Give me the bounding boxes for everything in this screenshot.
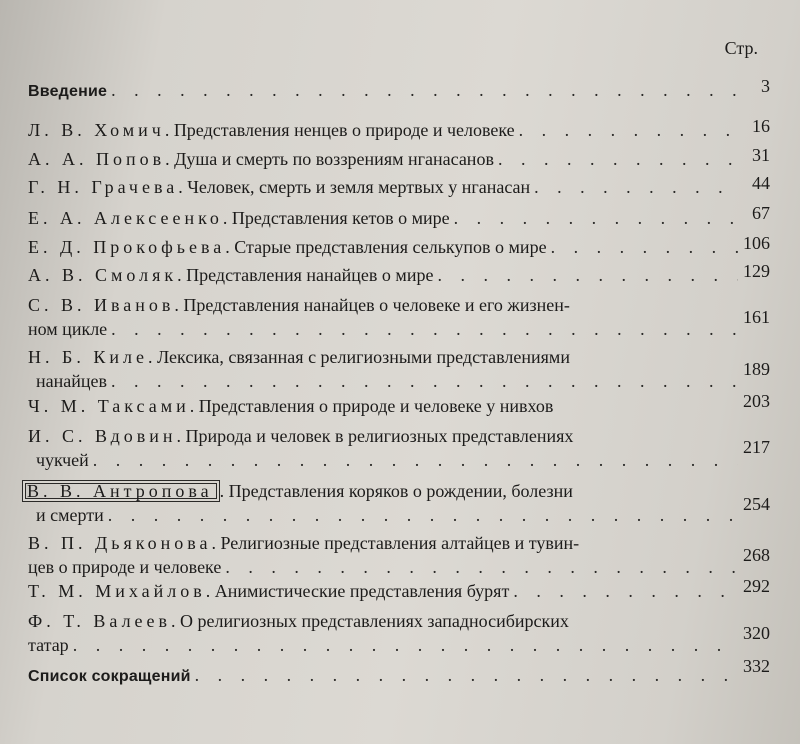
toc-entry — [28, 345, 738, 393]
toc-entry — [28, 293, 738, 341]
entry-title: . Представления ненцев о природе и человеке — [164, 120, 515, 140]
page-column-label: Стр. — [724, 38, 758, 58]
entry-title-continued: цев о природе и человеке — [28, 557, 222, 577]
entry-title-continued: татар — [28, 635, 69, 655]
entry-author: Т. М. Михайлов — [28, 581, 206, 601]
entry-page-number: 3 — [761, 76, 770, 96]
entry-title-continued: чукчей — [36, 450, 89, 470]
entry-page-number: 67 — [752, 203, 770, 223]
toc-entry — [28, 147, 738, 171]
entry-author: Н. Б. Киле — [28, 347, 148, 367]
entry-page-number: 161 — [743, 307, 770, 327]
entry-title: . Душа и смерть по воззрениям нганасанов — [165, 149, 494, 169]
entry-author: А. А. Попов — [28, 149, 166, 169]
entry-title-continued: и смерти — [36, 505, 104, 525]
entry-author: Г. Н. Грачева — [28, 177, 179, 197]
entry-title: . Природа и человек в религиозных представлениях — [176, 426, 574, 446]
dot-leader — [111, 78, 738, 102]
entry-page-number: 292 — [743, 576, 770, 596]
dot-leader — [93, 448, 738, 472]
entry-title: . Представления кетов о мире — [222, 208, 450, 228]
entry-author: С. В. Иванов — [28, 295, 175, 315]
dot-leader — [513, 579, 738, 603]
entry-title-continued: ном цикле — [28, 319, 108, 339]
dot-leader — [498, 147, 738, 171]
entry-title: . Лексика, связанная с религиозными представлениями — [147, 347, 570, 367]
toc-entry — [28, 609, 738, 657]
dot-leader — [437, 263, 738, 287]
entry-page-number: 189 — [743, 359, 770, 379]
entry-title: . Представления коряков о рождении, болезни — [219, 481, 573, 501]
entry-author: Е. Д. Прокофьева — [28, 237, 226, 257]
dot-leader — [111, 317, 738, 341]
toc-entry — [28, 579, 738, 603]
entry-page-number: 203 — [743, 391, 770, 411]
entry-title: Список сокращений — [28, 668, 191, 685]
entry-title: . Представления нанайцев о человеке и его жизнен- — [174, 295, 570, 315]
toc-entry — [28, 206, 738, 230]
toc-entry — [28, 118, 738, 142]
toc-entry — [28, 263, 738, 287]
entry-author: Е. А. Алексеенко — [28, 208, 223, 228]
toc-entry-introduction — [28, 78, 738, 104]
toc-entry — [28, 394, 738, 418]
toc-entry — [28, 235, 738, 259]
entry-author: Ф. Т. Валеев — [28, 611, 172, 631]
toc-entry — [28, 175, 738, 199]
dot-leader — [454, 206, 738, 230]
dot-leader — [534, 175, 738, 199]
entry-author: И. С. Вдовин — [28, 426, 177, 446]
entry-author: А. В. Смоляк — [28, 265, 178, 285]
dot-leader — [225, 555, 738, 579]
entry-title: . Религиозные представления алтайцев и тувин- — [211, 533, 580, 553]
dot-leader — [108, 503, 738, 527]
entry-page-number: 217 — [743, 437, 770, 457]
entry-page-number: 106 — [743, 233, 770, 253]
entry-title: . Анимистические представления бурят — [205, 581, 510, 601]
entry-page-number: 254 — [743, 494, 770, 514]
dot-leader — [195, 663, 738, 687]
dot-leader — [519, 118, 738, 142]
toc-entry — [28, 531, 738, 579]
entry-title: . Представления нанайцев о мире — [177, 265, 434, 285]
entry-page-number: 268 — [743, 545, 770, 565]
dot-leader — [73, 633, 738, 657]
entry-author: Л. В. Хомич — [28, 120, 165, 140]
entry-page-number: 129 — [743, 261, 770, 281]
entry-author: В. П. Дьяконова — [28, 533, 212, 553]
entry-title: . Человек, смерть и земля мертвых у нганасан — [178, 177, 531, 197]
entry-page-number: 320 — [743, 623, 770, 643]
entry-page-number: 44 — [752, 173, 770, 193]
toc-entry-abbreviations — [28, 663, 738, 689]
entry-page-number: 31 — [752, 145, 770, 165]
entry-title-continued: нанайцев — [36, 371, 107, 391]
toc-entry — [28, 424, 738, 472]
entry-page-number: 332 — [743, 656, 770, 676]
entry-title: . Старые представления селькупов о мире — [225, 237, 547, 257]
entry-author: Ч. М. Таксами — [28, 396, 190, 416]
dot-leader — [111, 369, 738, 393]
entry-page-number: 16 — [752, 116, 770, 136]
toc-entry — [28, 479, 738, 527]
entry-title: . Представления о природе и человеке у нивхов — [189, 396, 554, 416]
entry-author-boxed: В. В. Антропова — [22, 480, 220, 502]
entry-title: Введение — [28, 83, 108, 100]
entry-title: . О религиозных представлениях западносибирских — [171, 611, 569, 631]
